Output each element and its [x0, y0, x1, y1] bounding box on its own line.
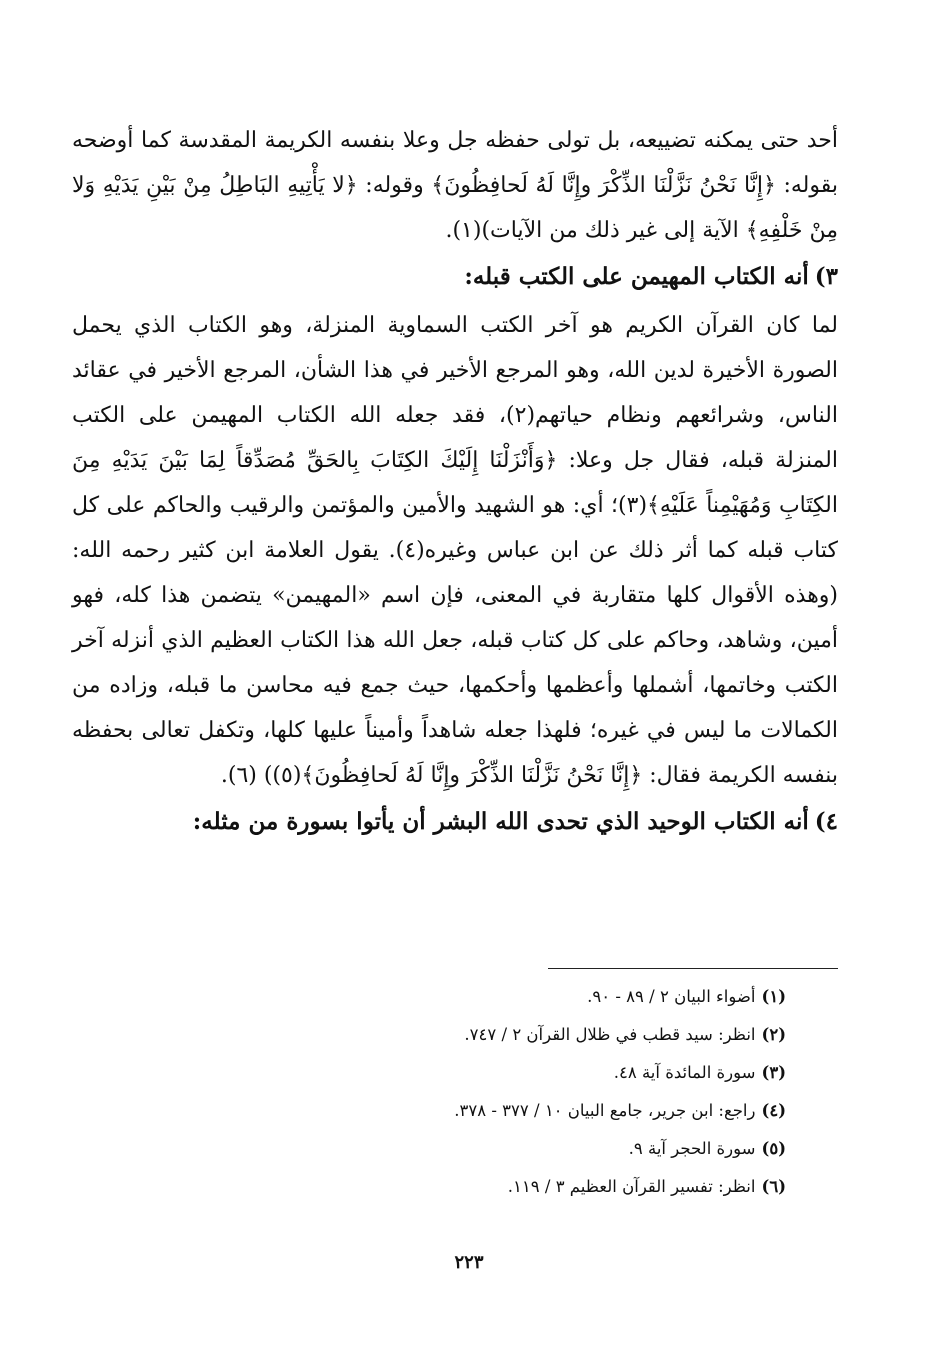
footnote: (٥)سورة الحجر آية ٩. — [628, 1139, 786, 1158]
footnote: (١)أضواء البيان ٢ / ٨٩ - ٩٠. — [587, 987, 786, 1006]
section-title: أنه الكتاب المهيمن على الكتب قبله: — [464, 263, 809, 290]
section-title: أنه الكتاب الوحيد الذي تحدى الله البشر أن يأتوا بسورة من مثله: — [192, 808, 809, 835]
footnote: (٦)انظر: تفسير القرآن العظيم ٣ / ١١٩. — [507, 1177, 786, 1196]
footnote: (٤)راجع: ابن جرير، جامع البيان ١٠ / ٣٧٧ - ٣٧٨. — [454, 1101, 786, 1120]
section-heading-3 — [72, 255, 838, 299]
main-text — [72, 118, 838, 848]
footnote: (٣)سورة المائدة آية ٤٨. — [613, 1063, 786, 1082]
paragraph-continuation: أحد حتى يمكنه تضييعه، بل تولى حفظه جل وعلا بنفسه الكريمة المقدسة كما أوضحه بقوله: ﴿إِنَّا نَحْنُ نَزَّلْنَا الذِّكْرَ وإِنَّا لَهُ لَحافِظُونَ﴾ وقوله: ﴿لا يَأْتِيهِ البَاطِلُ مِنْ بَيْنِ يَدَيْهِ وَلا مِنْ خَلْفِهِ﴾ الآية إلى غير ذلك من الآيات)(١). — [72, 128, 838, 243]
section-number: ٣) — [814, 263, 838, 290]
footnotes — [140, 978, 786, 1206]
section-heading-4 — [72, 800, 838, 844]
footnote: (٢)انظر: سيد قطب في ظلال القرآن ٢ / ٧٤٧. — [464, 1025, 786, 1044]
section-number: ٤) — [814, 808, 838, 835]
page-number: ٢٢٣ — [454, 1252, 484, 1273]
paragraph-muhaymin: لما كان القرآن الكريم هو آخر الكتب السماوية المنزلة، وهو الكتاب الذي يحمل الصورة الأخيرة لدين الله، وهو المرجع الأخير في هذا الشأن، المرجع الأخير في عقائد الناس، وشرائعهم ونظام حياتهم(٢)، فقد جعله الله الكتاب المهيمن على الكتب المنزلة قبله، فقال جل وعلا: ﴿وَأَنْزَلْنَا إِلَيْكَ الكِتَابَ بِالحَقِّ مُصَدِّقاً لِمَا بَيْنَ يَدَيْهِ مِنَ الكِتَابِ وَمُهَيْمِناً عَلَيْهِ﴾(٣)؛ أي: هو الشهيد والأمين والمؤتمن والرقيب والحاكم على كل كتاب قبله كما أثر ذلك عن ابن عباس وغيره(٤). يقول العلامة ابن كثير رحمه الله: (وهذه الأقوال كلها متقاربة في المعنى، فإن اسم «المهيمن» يتضمن هذا كله، فهو أمين، وشاهد، وحاكم على كل كتاب قبله، جعل الله هذا الكتاب العظيم الذي أنزله آخر الكتب وخاتمها، أشملها وأعظمها وأحكمها، حيث جمع فيه محاسن ما قبله، وزاده من الكمالات ما ليس في غيره؛ فلهذا جعله شاهداً وأميناً عليها كلها، وتكفل تعالى بحفظه بنفسه الكريمة فقال: ﴿إِنَّا نَحْنُ نَزَّلْنَا الذِّكْرَ وإِنَّا لَهُ لَحافِظُونَ﴾(٥)) (٦). — [72, 313, 839, 788]
footnote-separator — [548, 968, 838, 969]
